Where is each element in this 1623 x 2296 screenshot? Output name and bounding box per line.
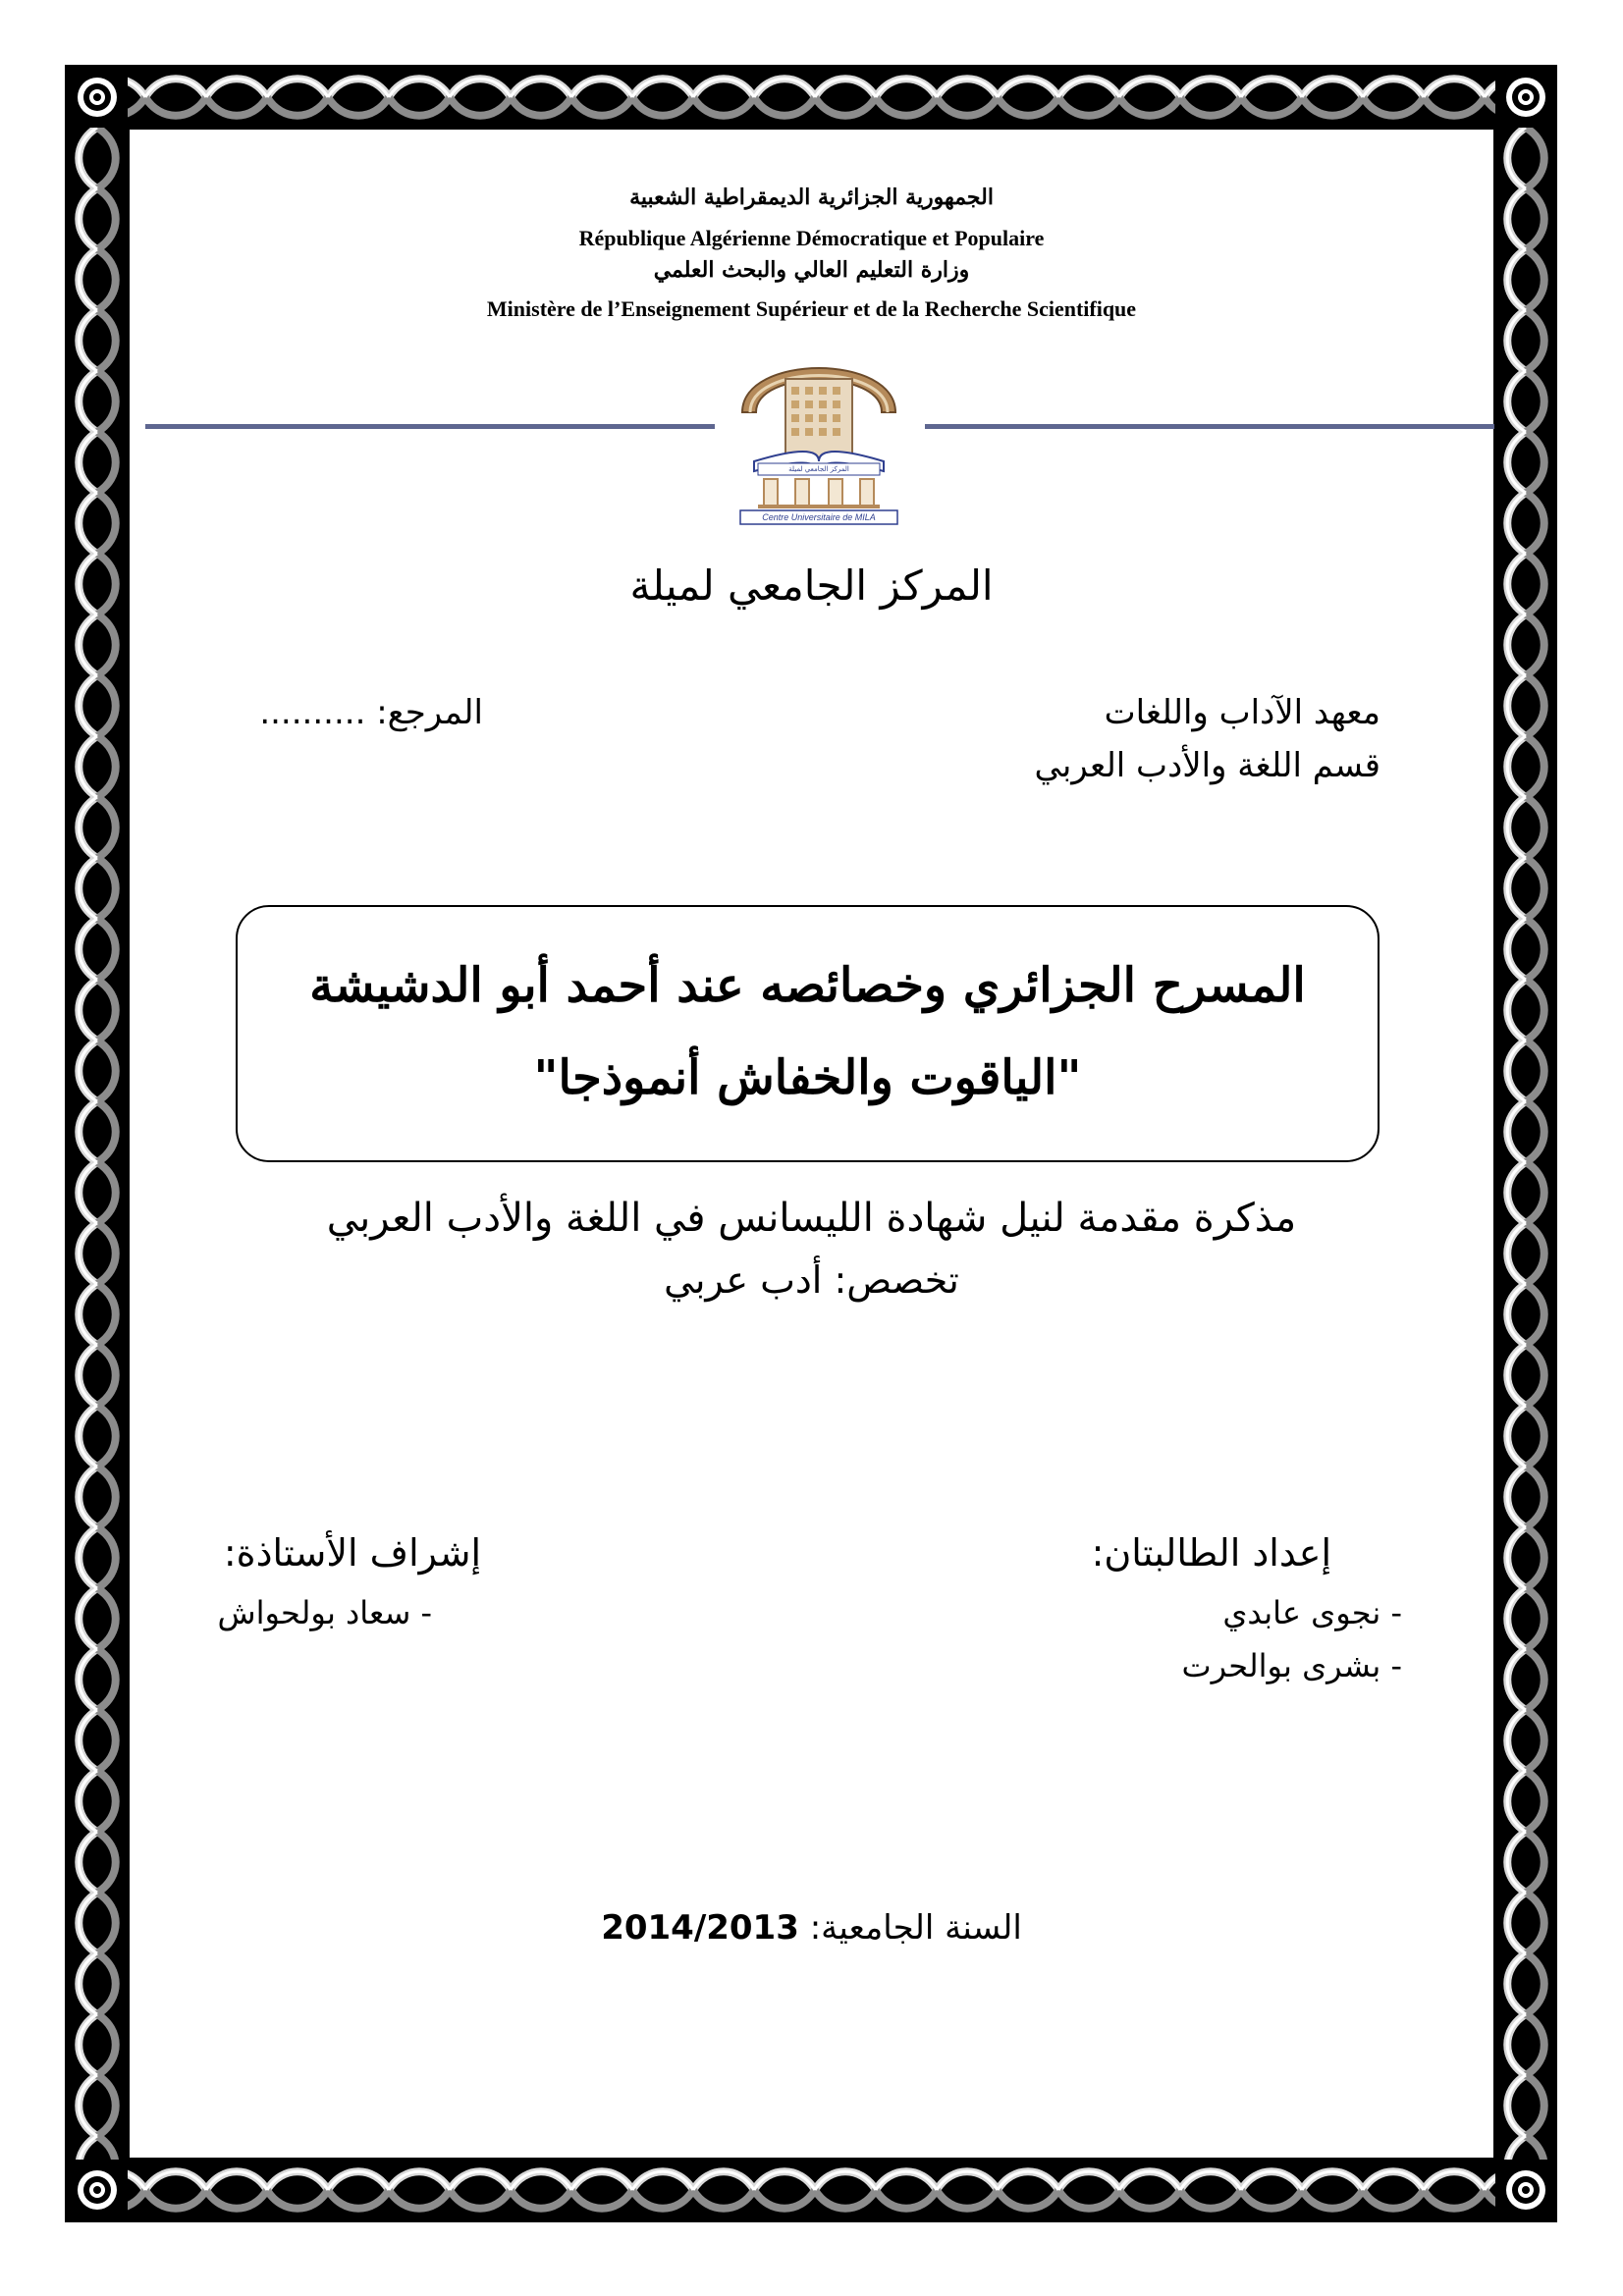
border-band-bottom: [84, 2160, 1539, 2220]
border-band-left: [67, 128, 128, 2160]
thesis-specialty: تخصص: أدب عربي: [664, 1258, 959, 1302]
institute-name: معهد الآداب واللغات: [1104, 693, 1380, 732]
university-logo: [734, 340, 903, 526]
header-rule-left: [145, 424, 715, 429]
supervisor-name: - سعاد بولحواش: [217, 1594, 432, 1631]
academic-year-value: 2014/2013: [601, 1908, 799, 1948]
thesis-title-line2: "الياقوت والخفاش أنموذجا": [533, 1050, 1082, 1105]
students-label: إعداد الطالبتان:: [1091, 1531, 1331, 1575]
supervisor-label: إشراف الأستاذة:: [223, 1531, 481, 1575]
department-name: قسم اللغة والأدب العربي: [1034, 746, 1380, 785]
academic-year: [0, 1908, 1623, 1948]
corner-ornament-top-left: [67, 67, 128, 128]
border-band-top: [84, 67, 1539, 128]
chain-pattern-left: [67, 128, 128, 2160]
corner-ornament-top-right: [1495, 67, 1556, 128]
student-name-1: - نجوى عابدي: [1222, 1594, 1402, 1631]
border-band-right: [1495, 128, 1556, 2160]
thesis-title-box: [236, 905, 1380, 1162]
chain-pattern-top: [84, 67, 1539, 128]
thesis-title-line1: المسرح الجزائري وخصائصه عند أحمد أبو الدشيشة: [309, 958, 1306, 1013]
republic-arabic: الجمهورية الجزائرية الديمقراطية الشعبية: [629, 185, 994, 210]
header-rule-right: [925, 424, 1494, 429]
ministry-arabic: وزارة التعليم العالي والبحث العلمي: [653, 257, 970, 283]
thesis-purpose: مذكرة مقدمة لنيل شهادة الليسانس في اللغة والأدب العربي: [326, 1196, 1297, 1241]
student-name-2: - بشرى بوالحرت: [1181, 1647, 1402, 1684]
reference-number: المرجع: ..........: [259, 693, 483, 732]
corner-ornament-bottom-right: [1495, 2160, 1556, 2220]
corner-ornament-bottom-left: [67, 2160, 128, 2220]
logo-banner-text: المركز الجامعي لميلة: [788, 465, 849, 473]
chain-pattern-bottom: [84, 2160, 1539, 2220]
logo-caption: Centre Universitaire de MILA: [762, 512, 876, 522]
ministry-french: Ministère de l’Enseignement Supérieur et de la Recherche Scientifique: [486, 296, 1137, 321]
republic-french: République Algérienne Démocratique et Populaire: [578, 226, 1045, 250]
chain-pattern-right: [1495, 128, 1556, 2160]
academic-year-label: السنة الجامعية:: [809, 1908, 1022, 1948]
institution-name: المركز الجامعي لميلة: [629, 561, 994, 610]
